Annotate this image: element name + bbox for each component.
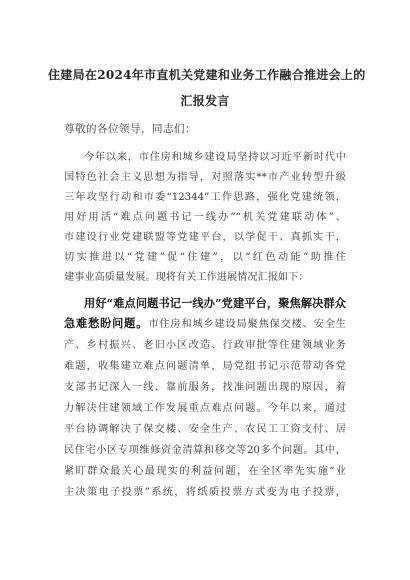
paragraph-2-line: 支部书记深入一线、靠前服务，找准问题出现的原因，着 (64, 382, 346, 393)
paragraph-1-line: 国特色社会主义思想为指导，对照落实**市产业转型升级 (64, 172, 346, 183)
paragraph-1-line: 切实推进以“党建”促“住建”，以“红色动能”助推住 (64, 252, 346, 263)
paragraph-2-line: 产、乡村振兴、老旧小区改造、行政审批等住建领域业务 (64, 340, 346, 351)
paragraph-1-line: 市建设行业党建联盟等党建平台，以学促干、真抓实干， (64, 232, 346, 243)
paragraph-2-heading-line (84, 295, 346, 311)
paragraph-1-line: 建事业高质量发展。现将有关工作进展情况汇报如下： (64, 272, 309, 283)
paragraph-2-heading: 用好“难点问题书记一线办”党建平台，聚焦解决群众 (84, 296, 346, 310)
paragraph-2-line: 难题，收集建立难点问题清单，局党组书记示范带动各党 (64, 361, 346, 372)
salutation: 尊敬的各位领导，同志们： (64, 123, 196, 135)
paragraph-1-line: 今年以来，市住房和城乡建设局坚持以习近平新时代中 (84, 152, 346, 163)
document-title-line-1: 住建局在2024年市直机关党建和业务工作融合推进会上的 (48, 68, 366, 82)
paragraph-1-line: 用好用活“难点问题书记一线办”“机关党建联动体”、 (64, 212, 346, 223)
paragraph-2-heading-tail: 急难愁盼问题。 (64, 316, 149, 330)
document-title-line-2: 汇报发言 (180, 94, 230, 108)
paragraph-1-line: 三年攻坚行动和市委“12344”工作思路，强化党建统领， (64, 192, 346, 203)
paragraph-2-line: 力解决住建领域工作发展重点难点问题。今年以来，通过 (64, 403, 346, 414)
paragraph-2-line: 民住宅小区专项维修资金清算和移交等20多个问题。其中， (64, 445, 346, 456)
paragraph-2-line: 紧盯群众最关心最现实的利益问题，在全区率先实施“业 (64, 466, 346, 477)
paragraph-2-line: 平台协调解决了保交楼、安全生产、农民工工资支付、居 (64, 424, 346, 435)
paragraph-2-line: 主决策电子投票”系统，将纸质投票方式变为电子投票， (64, 487, 346, 498)
paragraph-2-text: 市住房和城乡建设局聚焦保交楼、安全生 (148, 319, 346, 330)
paragraph-2-line (64, 315, 346, 331)
